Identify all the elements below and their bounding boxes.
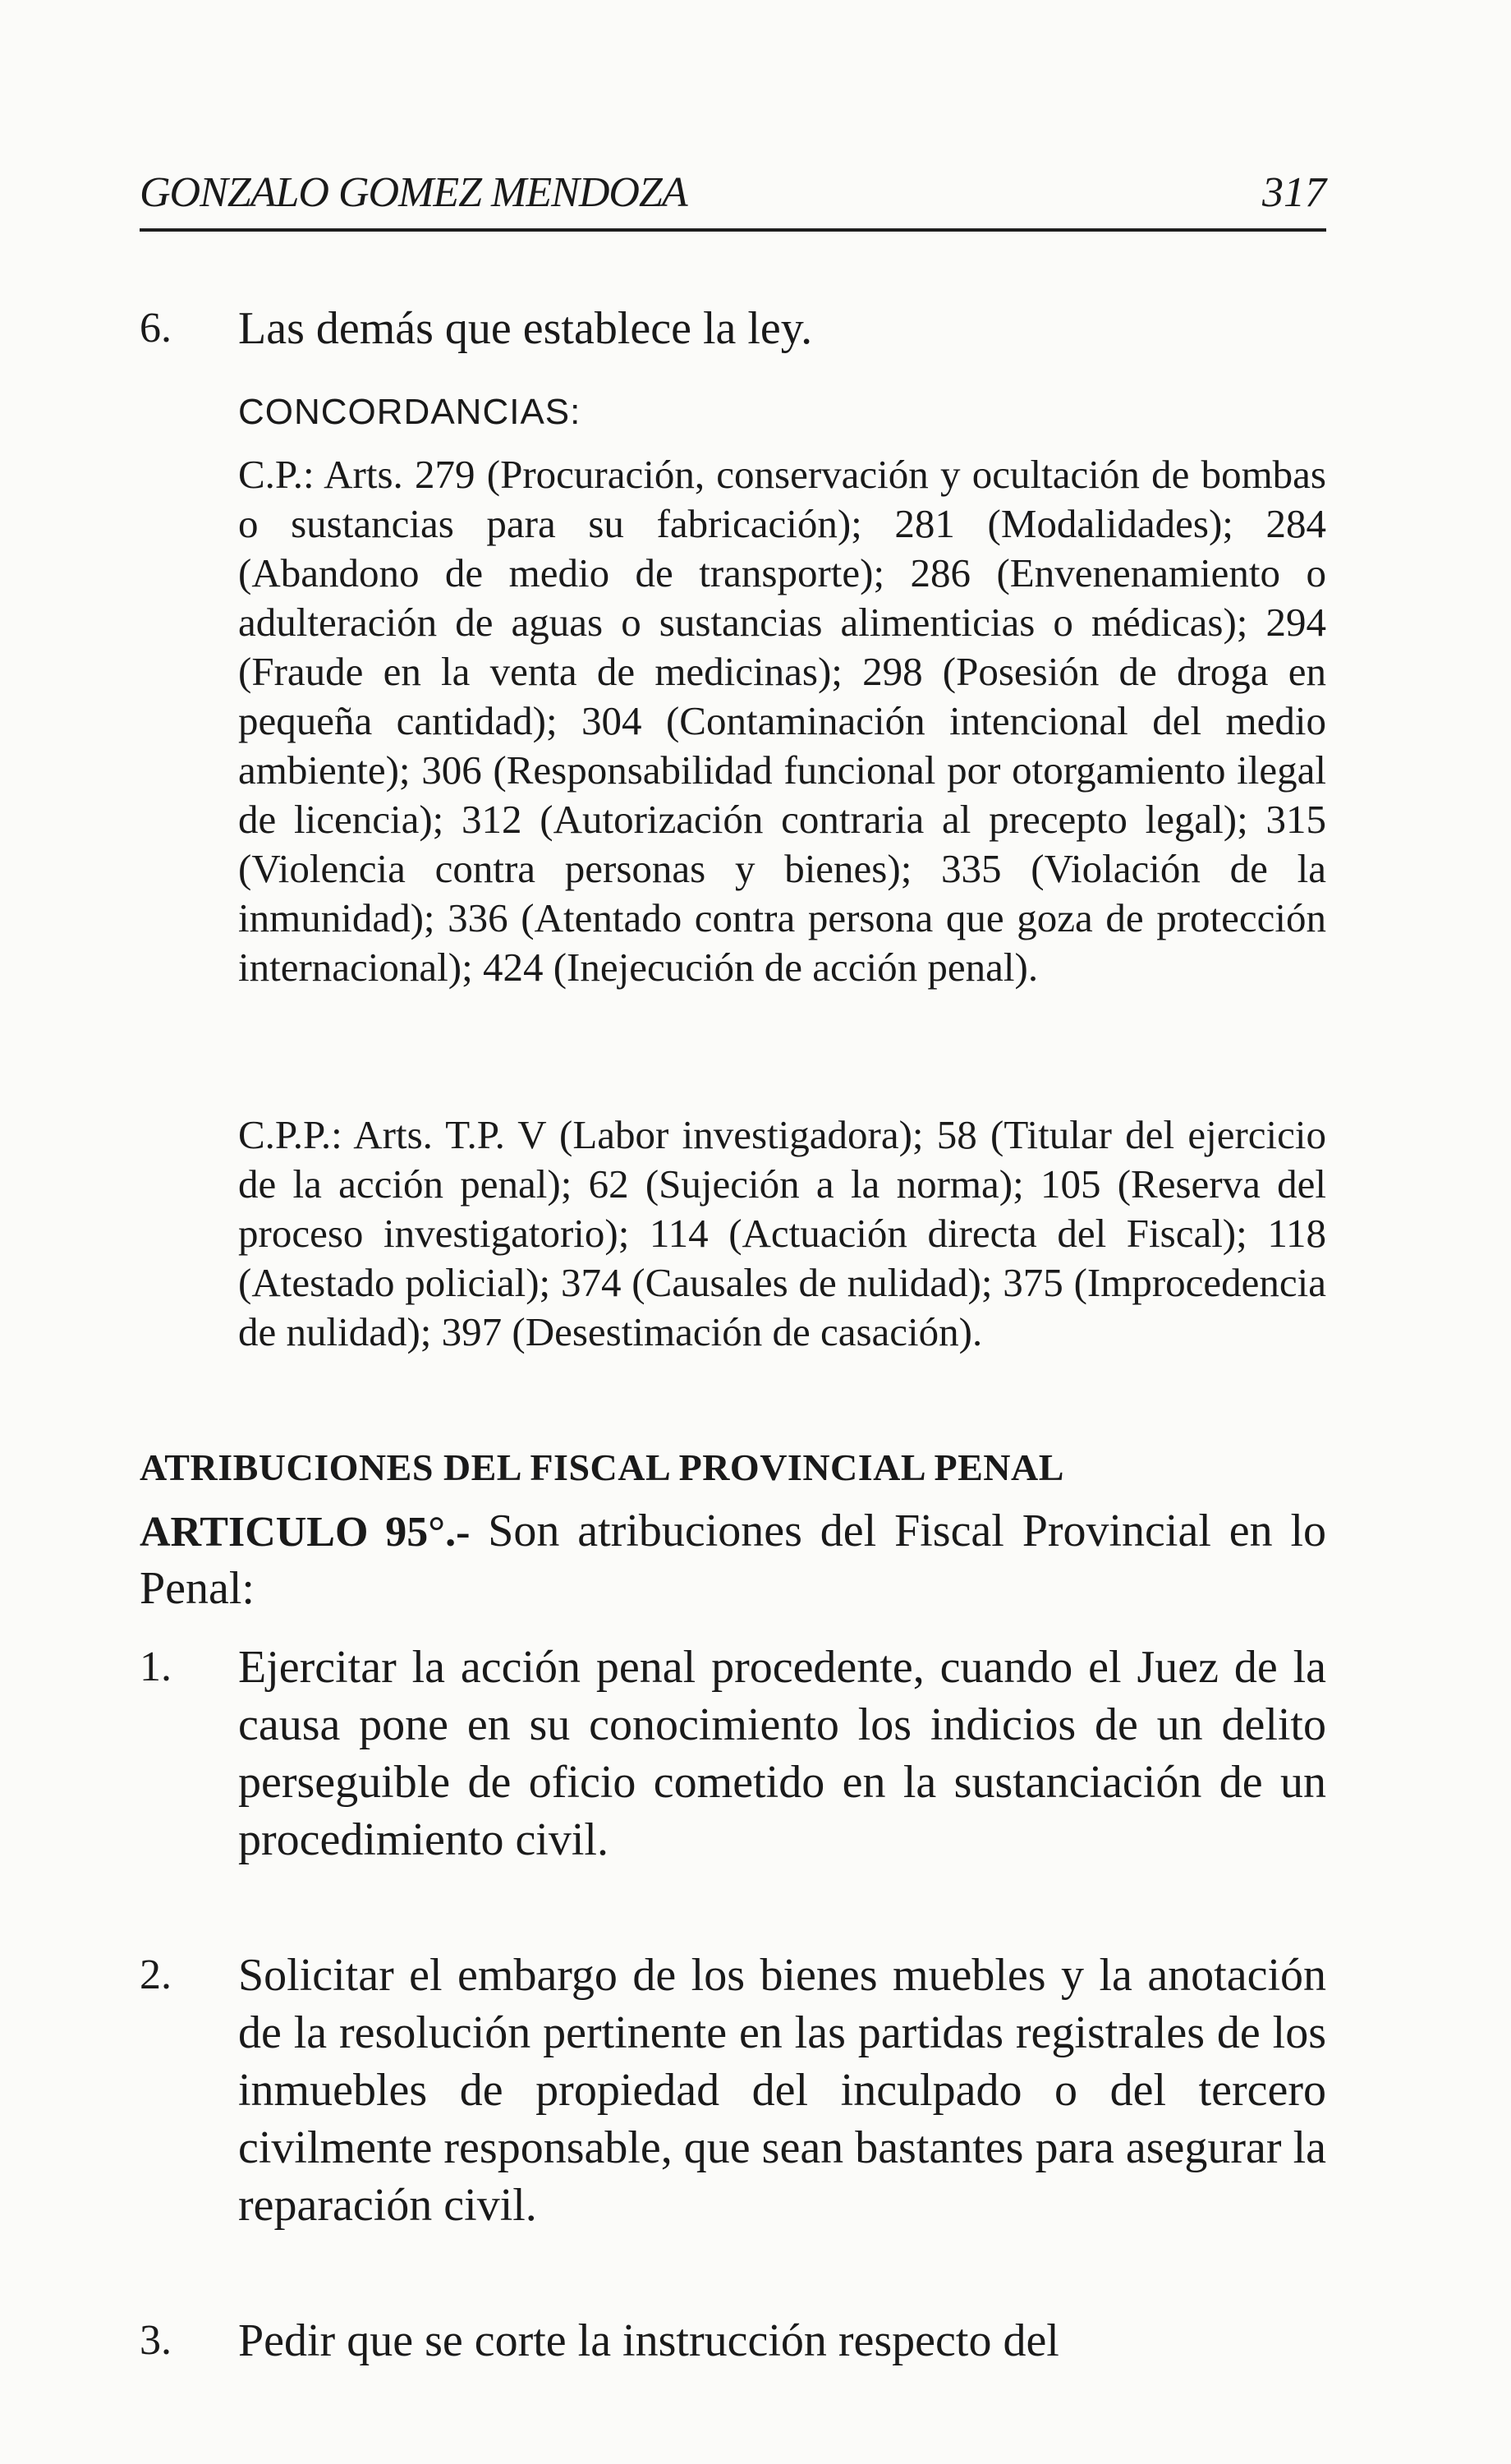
item-text: Pedir que se corte la instrucción respecto del bbox=[238, 2315, 1059, 2366]
article-title: ARTICULO 95°.- bbox=[140, 1509, 471, 1556]
article-intro bbox=[140, 1503, 1326, 1616]
item-number: 6. bbox=[140, 305, 172, 352]
concordancia-cpp: C.P.P.: Arts. T.P. V (Labor investigadora); 58 (Titular del ejercicio de la acción penal); 62 (Sujeción a la norma); 105 (Reserva del proceso investigatorio); 114 (Actuación directa del Fiscal); 118 (Atestado policial); 374 (Causales de nulidad); 375 (Improcedencia de nulidad); 397 (Desestimación de casación). bbox=[238, 1112, 1326, 1354]
article-intro-text: Son atribuciones del Fiscal Provincial en lo Penal: bbox=[140, 1506, 1326, 1614]
list-item-2 bbox=[140, 1947, 1326, 2292]
item-text: Solicitar el embargo de los bienes muebles y la anotación de la resolución pertinente en las partidas registrales de los inmuebles de propiedad del inculpado o del tercero civilmente responsable, que sean bastantes para asegurar la reparación civil. bbox=[238, 1950, 1326, 2231]
running-header bbox=[140, 152, 1326, 230]
header-rule bbox=[140, 228, 1326, 232]
item-number: 1. bbox=[140, 1643, 172, 1690]
item-number: 3. bbox=[140, 2317, 172, 2364]
list-item-3 bbox=[140, 2312, 1326, 2370]
list-item-1 bbox=[140, 1639, 1326, 1922]
item-text: Las demás que establece la ley. bbox=[238, 303, 813, 354]
header-author: GONZALO GOMEZ MENDOZA bbox=[140, 169, 687, 216]
item-text: Ejercitar la acción penal procedente, cuando el Juez de la causa pone en su conocimiento los indicios de un delito perseguible de oficio cometido en la sustanciación de un procedimiento civil. bbox=[238, 1642, 1326, 1865]
concordancia-cp: C.P.: Arts. 279 (Procuración, conservación y ocultación de bombas o sustancias para su fabricación); 281 (Modalidades); 284 (Abandono de medio de transporte); 286 (Envenenamiento o adulteración de aguas o sustancias alimenticias o médicas); 294 (Fraude en la venta de medicinas); 298 (Posesión de droga en pequeña cantidad); 304 (Contaminación intencional del medio ambiente); 306 (Responsabilidad funcional por otorgamiento ilegal de licencia); 312 (Autorización contraria al precepto legal); 315 (Violencia contra personas y bienes); 335 (Violación de la inmunidad); 336 (Atentado contra persona que goza de protección internacional); 424 (Inejecución de acción penal). bbox=[238, 452, 1326, 990]
section-title: ATRIBUCIONES DEL FISCAL PROVINCIAL PENAL bbox=[140, 1446, 1064, 1488]
concordancias-heading: CONCORDANCIAS: bbox=[238, 392, 581, 432]
item-number: 2. bbox=[140, 1951, 172, 1998]
list-item-6 bbox=[140, 300, 1326, 357]
page-number: 317 bbox=[1262, 169, 1326, 216]
